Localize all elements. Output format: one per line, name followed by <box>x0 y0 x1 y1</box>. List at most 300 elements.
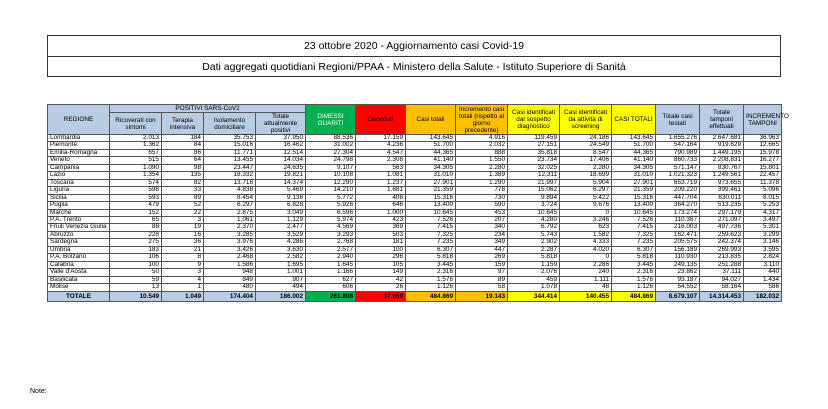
cell-value: 8.015 <box>744 194 782 201</box>
cell-value: 18.699 <box>560 172 612 179</box>
cell-value: 34.305 <box>406 164 456 171</box>
cell-value: 18.332 <box>204 172 256 179</box>
cell-value: 64 <box>162 157 204 164</box>
cell-value: 152 <box>110 209 162 216</box>
cell-value: 2.013 <box>110 135 162 142</box>
cell-value: 1.000 <box>356 209 406 216</box>
cell-value: 216.003 <box>656 224 700 231</box>
cell-value: 31.010 <box>406 172 456 179</box>
cell-value: 593 <box>110 194 162 201</box>
cell-value: 497.736 <box>700 224 744 231</box>
cell-value: 13.400 <box>406 202 456 209</box>
cell-value: 100 <box>356 246 406 253</box>
cell-value: 730 <box>456 194 508 201</box>
cell-value: 459 <box>508 276 560 283</box>
cell-value: 84 <box>162 142 204 149</box>
cell-value: 213.835 <box>700 254 744 261</box>
cell-value: 3 <box>162 269 204 276</box>
cell-value: 907 <box>256 276 306 283</box>
cell-value: 2.316 <box>612 269 656 276</box>
cell-value: 1.090 <box>110 164 162 171</box>
cell-value: 3.595 <box>744 246 782 253</box>
cell-value: 0 <box>560 254 612 261</box>
cell-value: 37.950 <box>256 135 306 142</box>
cell-value: 16.277 <box>744 157 782 164</box>
cell-value: 9.107 <box>306 164 356 171</box>
region-name: Basilicata <box>48 276 110 283</box>
total-value: 1.049 <box>162 291 204 301</box>
cell-value: 207 <box>456 216 508 223</box>
cell-value: 623 <box>560 224 612 231</box>
region-name: Marche <box>48 209 110 216</box>
cell-value: 31.002 <box>306 142 356 149</box>
cell-value: 37.111 <box>700 269 744 276</box>
cell-value: 17.406 <box>560 157 612 164</box>
table-body <box>48 135 782 302</box>
total-value: 174.404 <box>204 291 256 301</box>
cell-value: 27.901 <box>406 179 456 186</box>
cell-value: 159 <box>456 261 508 268</box>
cell-value: 9.136 <box>256 194 306 201</box>
cell-value: 494 <box>256 284 306 291</box>
cell-value: 790.989 <box>656 149 700 156</box>
cell-value: 8.454 <box>204 194 256 201</box>
cell-value: 4.280 <box>508 216 560 223</box>
cell-value: 12.665 <box>744 142 782 149</box>
cell-value: 2.032 <box>456 142 508 149</box>
cell-value: 5.818 <box>406 254 456 261</box>
cell-value: 12.311 <box>508 172 560 179</box>
cell-value: 919.629 <box>700 142 744 149</box>
cell-value: 27.151 <box>508 142 560 149</box>
total-value: 140.455 <box>560 291 612 301</box>
header-ricoverati-con-sintomi: Ricoverati con sintomi <box>110 113 162 135</box>
cell-value: 5.772 <box>306 194 356 201</box>
cell-value: 14.034 <box>256 157 306 164</box>
table-row <box>48 187 782 194</box>
region-name: Calabria <box>48 261 110 268</box>
cell-value: 2.287 <box>508 246 560 253</box>
cell-value: 44.365 <box>406 149 456 156</box>
cell-value: 36.963 <box>744 135 782 142</box>
cell-value: 11.378 <box>744 179 782 186</box>
cell-value: 23.862 <box>656 269 700 276</box>
cell-value: 7.325 <box>612 231 656 238</box>
cell-value: 4.286 <box>256 239 306 246</box>
cell-value: 21 <box>162 246 204 253</box>
cell-value: 242.374 <box>700 239 744 246</box>
cell-value: 5.096 <box>744 187 782 194</box>
cell-value: 2.280 <box>456 164 508 171</box>
region-name: Liguria <box>48 187 110 194</box>
region-name: P.A. Bolzano <box>48 254 110 261</box>
cell-value: 2.308 <box>356 157 406 164</box>
cell-value: 19 <box>162 224 204 231</box>
region-name: Piemonte <box>48 142 110 149</box>
cell-value: 240 <box>560 269 612 276</box>
cell-value: 7.415 <box>612 224 656 231</box>
cell-value: 51.700 <box>612 142 656 149</box>
region-name: P.A. Trento <box>48 216 110 223</box>
table-row <box>48 202 782 209</box>
cell-value: 3.049 <box>256 209 306 216</box>
cell-value: 1.582 <box>560 231 612 238</box>
cell-value: 4.916 <box>456 135 508 142</box>
cell-value: 27.304 <box>306 149 356 156</box>
cell-value: 106 <box>110 254 162 261</box>
cell-value: 3.976 <box>204 239 256 246</box>
cell-value: 48 <box>560 284 612 291</box>
cell-value: 249.135 <box>656 261 700 268</box>
cell-value: 1.166 <box>306 269 356 276</box>
cell-value: 88.536 <box>306 135 356 142</box>
cell-value: 4.569 <box>306 224 356 231</box>
cell-value: 100 <box>110 261 162 268</box>
cell-value: 1.586 <box>204 261 256 268</box>
cell-value: 1.129 <box>256 216 306 223</box>
cell-value: 26 <box>356 284 406 291</box>
cell-value: 3.146 <box>744 239 782 246</box>
cell-value: 1.061 <box>204 216 256 223</box>
cell-value: 13.718 <box>204 179 256 186</box>
cell-value: 3.630 <box>256 246 306 253</box>
cell-value: 5.904 <box>560 179 612 186</box>
total-value: 484.869 <box>612 291 656 301</box>
cell-value: 89 <box>162 194 204 201</box>
cell-value: 1.681 <box>356 187 406 194</box>
cell-value: 35.818 <box>508 149 560 156</box>
region-name: Friuli Venezia Giulia <box>48 224 110 231</box>
cell-value: 21.997 <box>508 179 560 186</box>
cell-value: 2.468 <box>204 254 256 261</box>
cell-value: 15.801 <box>744 164 782 171</box>
cell-value: 119.459 <box>508 135 560 142</box>
cell-value: 98 <box>162 164 204 171</box>
cell-value: 5.469 <box>256 187 306 194</box>
cell-value: 1.126 <box>612 284 656 291</box>
cell-value: 181 <box>356 239 406 246</box>
total-value: 261.808 <box>306 291 356 301</box>
cell-value: 149 <box>356 269 406 276</box>
region-name: Emilia-Romagna <box>48 149 110 156</box>
total-row <box>48 291 782 301</box>
cell-value: 598 <box>110 187 162 194</box>
cell-value: 2.477 <box>256 224 306 231</box>
cell-value: 1.576 <box>612 276 656 283</box>
cell-value: 423 <box>356 216 406 223</box>
cell-value: 4.020 <box>560 246 612 253</box>
cell-value: 228 <box>110 231 162 238</box>
cell-value: 86 <box>162 149 204 156</box>
header-deceduti: Deceduti <box>356 105 406 135</box>
region-name: Campania <box>48 164 110 171</box>
cell-value: 0 <box>560 209 612 216</box>
cell-value: 50 <box>110 269 162 276</box>
cell-value: 1.389 <box>456 172 508 179</box>
cell-value: 6.828 <box>256 202 306 209</box>
cell-value: 973.655 <box>700 179 744 186</box>
cell-value: 1.078 <box>508 284 560 291</box>
total-label: TOTALE <box>48 291 110 301</box>
cell-value: 41.140 <box>406 157 456 164</box>
cell-value: 24.186 <box>560 135 612 142</box>
cell-value: 4.838 <box>204 187 256 194</box>
cell-value: 173.274 <box>656 209 700 216</box>
cell-value: 6.307 <box>612 246 656 253</box>
header-totale-attualmente-positivi: Totale attualmente positivi <box>256 113 306 135</box>
cell-value: 888 <box>456 149 508 156</box>
cell-value: 275 <box>110 239 162 246</box>
cell-value: 269 <box>456 254 508 261</box>
cell-value: 3 <box>162 216 204 223</box>
cell-value: 547.164 <box>656 142 700 149</box>
cell-value: 52 <box>162 202 204 209</box>
cell-value: 24.635 <box>256 164 306 171</box>
cell-value: 251.288 <box>700 261 744 268</box>
cell-value: 162.471 <box>656 231 700 238</box>
cell-value: 10.645 <box>508 209 560 216</box>
cell-value: 59 <box>110 276 162 283</box>
cell-value: 17.159 <box>356 135 406 142</box>
region-name: Valle d'Aosta <box>48 269 110 276</box>
header-casi-screening: Casi identificati da attività di screening <box>560 105 612 135</box>
cell-value: 7.235 <box>612 239 656 246</box>
header-positivi-group: POSITIVI SARS-CoV2 <box>110 105 306 113</box>
cell-value: 479 <box>110 202 162 209</box>
cell-value: 1.237 <box>356 179 406 186</box>
cell-value: 4.333 <box>560 239 612 246</box>
cell-value: 340 <box>456 224 508 231</box>
cell-value: 4 <box>162 276 204 283</box>
total-value: 19.143 <box>456 291 508 301</box>
cell-value: 2.286 <box>560 261 612 268</box>
cell-value: 209.220 <box>656 187 700 194</box>
report-title-box <box>47 35 781 77</box>
cell-value: 480 <box>204 284 256 291</box>
cell-value: 447.704 <box>656 194 700 201</box>
cell-value: 5.743 <box>508 231 560 238</box>
cell-value: 447 <box>456 246 508 253</box>
cell-value: 646 <box>356 202 406 209</box>
cell-value: 563 <box>356 164 406 171</box>
cell-value: 630.011 <box>700 194 744 201</box>
cell-value: 408 <box>356 194 406 201</box>
cell-value: 271.097 <box>700 216 744 223</box>
cell-value: 143.645 <box>612 135 656 142</box>
cell-value: 94.027 <box>700 276 744 283</box>
cell-value: 2.577 <box>306 246 356 253</box>
cell-value: 15.316 <box>612 194 656 201</box>
header-dimessi-guariti: DIMESSI GUARITI <box>306 105 356 135</box>
cell-value: 1.695 <box>256 261 306 268</box>
cell-value: 41.140 <box>612 157 656 164</box>
cell-value: 10.645 <box>612 209 656 216</box>
cell-value: 1.290 <box>456 179 508 186</box>
cell-value: 269.993 <box>700 246 744 253</box>
cell-value: 3.724 <box>508 202 560 209</box>
cell-value: 657 <box>110 149 162 156</box>
cell-value: 12.290 <box>306 179 356 186</box>
cell-value: 23.734 <box>508 157 560 164</box>
cell-value: 2.824 <box>744 254 782 261</box>
total-value: 344.414 <box>508 291 560 301</box>
cell-value: 515 <box>110 157 162 164</box>
cell-value: 24.549 <box>560 142 612 149</box>
region-name: Molise <box>48 284 110 291</box>
cell-value: 14.210 <box>306 187 356 194</box>
cell-value: 606 <box>306 284 356 291</box>
cell-value: 860.733 <box>656 157 700 164</box>
cell-value: 4.236 <box>356 142 406 149</box>
cell-value: 13.455 <box>204 157 256 164</box>
cell-value: 110.387 <box>656 216 700 223</box>
cell-value: 259.623 <box>700 231 744 238</box>
cell-value: 10.108 <box>306 172 356 179</box>
region-name: Toscana <box>48 179 110 186</box>
cell-value: 3.426 <box>204 246 256 253</box>
cell-value: 3.529 <box>256 231 306 238</box>
cell-value: 13.400 <box>612 202 656 209</box>
cell-value: 1.081 <box>356 172 406 179</box>
cell-value: 10.645 <box>406 209 456 216</box>
cell-value: 36 <box>162 239 204 246</box>
region-name: Umbria <box>48 246 110 253</box>
cell-value: 5.926 <box>306 202 356 209</box>
cell-value: 1.449.195 <box>700 149 744 156</box>
note-label: Note: <box>30 388 47 395</box>
cell-value: 948 <box>204 269 256 276</box>
cell-value: 97 <box>456 269 508 276</box>
table-row <box>48 269 782 276</box>
cell-value: 183 <box>110 246 162 253</box>
cell-value: 627 <box>306 276 356 283</box>
cell-value: 1.021.323 <box>656 172 700 179</box>
cell-value: 296 <box>356 254 406 261</box>
cell-value: 2.582 <box>256 254 306 261</box>
header-incremento-casi: Incremento casi totali (rispetto al giorno precedente) <box>456 105 508 135</box>
cell-value: 88 <box>110 224 162 231</box>
cell-value: 297.179 <box>700 209 744 216</box>
header-totale-casi-testati: Totale casi testati <box>656 105 700 135</box>
cell-value: 2.076 <box>508 269 560 276</box>
cell-value: 2.940 <box>306 254 356 261</box>
cell-value: 9 <box>162 261 204 268</box>
region-name: Lazio <box>48 172 110 179</box>
region-name: Lombardia <box>48 135 110 142</box>
cell-value: 3.110 <box>744 261 782 268</box>
cell-value: 22.457 <box>744 172 782 179</box>
cell-value: 3.299 <box>744 231 782 238</box>
cell-value: 1.550 <box>456 157 508 164</box>
cell-value: 15.062 <box>508 187 560 194</box>
cell-value: 205.575 <box>656 239 700 246</box>
cell-value: 399.461 <box>700 187 744 194</box>
cell-value: 3.445 <box>406 261 456 268</box>
cell-value: 2.875 <box>204 209 256 216</box>
cell-value: 42 <box>356 276 406 283</box>
cell-value: 82 <box>162 179 204 186</box>
cell-value: 830.767 <box>700 164 744 171</box>
cell-value: 3.285 <box>204 231 256 238</box>
cell-value: 15.316 <box>406 194 456 201</box>
cell-value: 453 <box>456 209 508 216</box>
cell-value: 2.768 <box>306 239 356 246</box>
cell-value: 5.818 <box>508 254 560 261</box>
cell-value: 5.301 <box>744 224 782 231</box>
header-incremento-tamponi: INCREMENTO TAMPONI <box>744 105 782 135</box>
cell-value: 7.325 <box>406 231 456 238</box>
cell-value: 51.700 <box>406 142 456 149</box>
cell-value: 65 <box>110 216 162 223</box>
cell-value: 22 <box>162 209 204 216</box>
report-title: 23 ottobre 2020 - Aggiornamento casi Covid-19 <box>48 36 780 57</box>
header-casi-totali: Casi totali <box>406 105 456 135</box>
cell-value: 2.208.831 <box>700 157 744 164</box>
cell-value: 1.655.276 <box>656 135 700 142</box>
cell-value: 16 <box>162 231 204 238</box>
cell-value: 4.317 <box>744 209 782 216</box>
cell-value: 24.798 <box>306 157 356 164</box>
cell-value: 1.576 <box>406 276 456 283</box>
cell-value: 14.374 <box>256 179 306 186</box>
cell-value: 586 <box>744 284 782 291</box>
cell-value: 93.187 <box>656 276 700 283</box>
table-row <box>48 284 782 291</box>
cell-value: 653.719 <box>656 179 700 186</box>
cell-value: 12.514 <box>256 149 306 156</box>
total-value: 37.059 <box>356 291 406 301</box>
cell-value: 1.249.561 <box>700 172 744 179</box>
cell-value: 8 <box>162 254 204 261</box>
header-casi-sospetto-diagnostico: Casi identificati dal sospetto diagnostico <box>508 105 560 135</box>
header-casi-totali-upper: CASI TOTALI <box>612 105 656 135</box>
cell-value: 571.147 <box>656 164 700 171</box>
cell-value: 590 <box>456 202 508 209</box>
cell-value: 135 <box>162 172 204 179</box>
cell-value: 513.235 <box>700 202 744 209</box>
cell-value: 27.901 <box>612 179 656 186</box>
cell-value: 3.246 <box>560 216 612 223</box>
cell-value: 3.293 <box>306 231 356 238</box>
cell-value: 6.596 <box>306 209 356 216</box>
cell-value: 1.354 <box>110 172 162 179</box>
cell-value: 110.930 <box>656 254 700 261</box>
cell-value: 6.792 <box>508 224 560 231</box>
cell-value: 21.359 <box>612 187 656 194</box>
cell-value: 23.447 <box>204 164 256 171</box>
cell-value: 440 <box>744 269 782 276</box>
cell-value: 369 <box>356 224 406 231</box>
total-value: 484.869 <box>406 291 456 301</box>
cell-value: 2.316 <box>406 269 456 276</box>
cell-value: 5.818 <box>612 254 656 261</box>
cell-value: 8.547 <box>560 149 612 156</box>
report-subtitle: Dati aggregati quotidiani Regioni/PPAA - Ministero della Salute - Istituto Superiore di Sanità <box>202 61 626 73</box>
cell-value: 1.645 <box>306 261 356 268</box>
cell-value: 503 <box>356 231 406 238</box>
total-value: 182.032 <box>744 291 782 301</box>
cell-value: 33 <box>162 187 204 194</box>
cell-value: 1.434 <box>744 276 782 283</box>
total-value: 186.002 <box>256 291 306 301</box>
total-value: 10.549 <box>110 291 162 301</box>
cell-value: 849 <box>204 276 256 283</box>
covid-data-table <box>47 104 789 302</box>
header-regione: REGIONE <box>48 105 110 135</box>
cell-value: 89 <box>456 276 508 283</box>
cell-value: 32.025 <box>508 164 560 171</box>
cell-value: 3.497 <box>744 216 782 223</box>
